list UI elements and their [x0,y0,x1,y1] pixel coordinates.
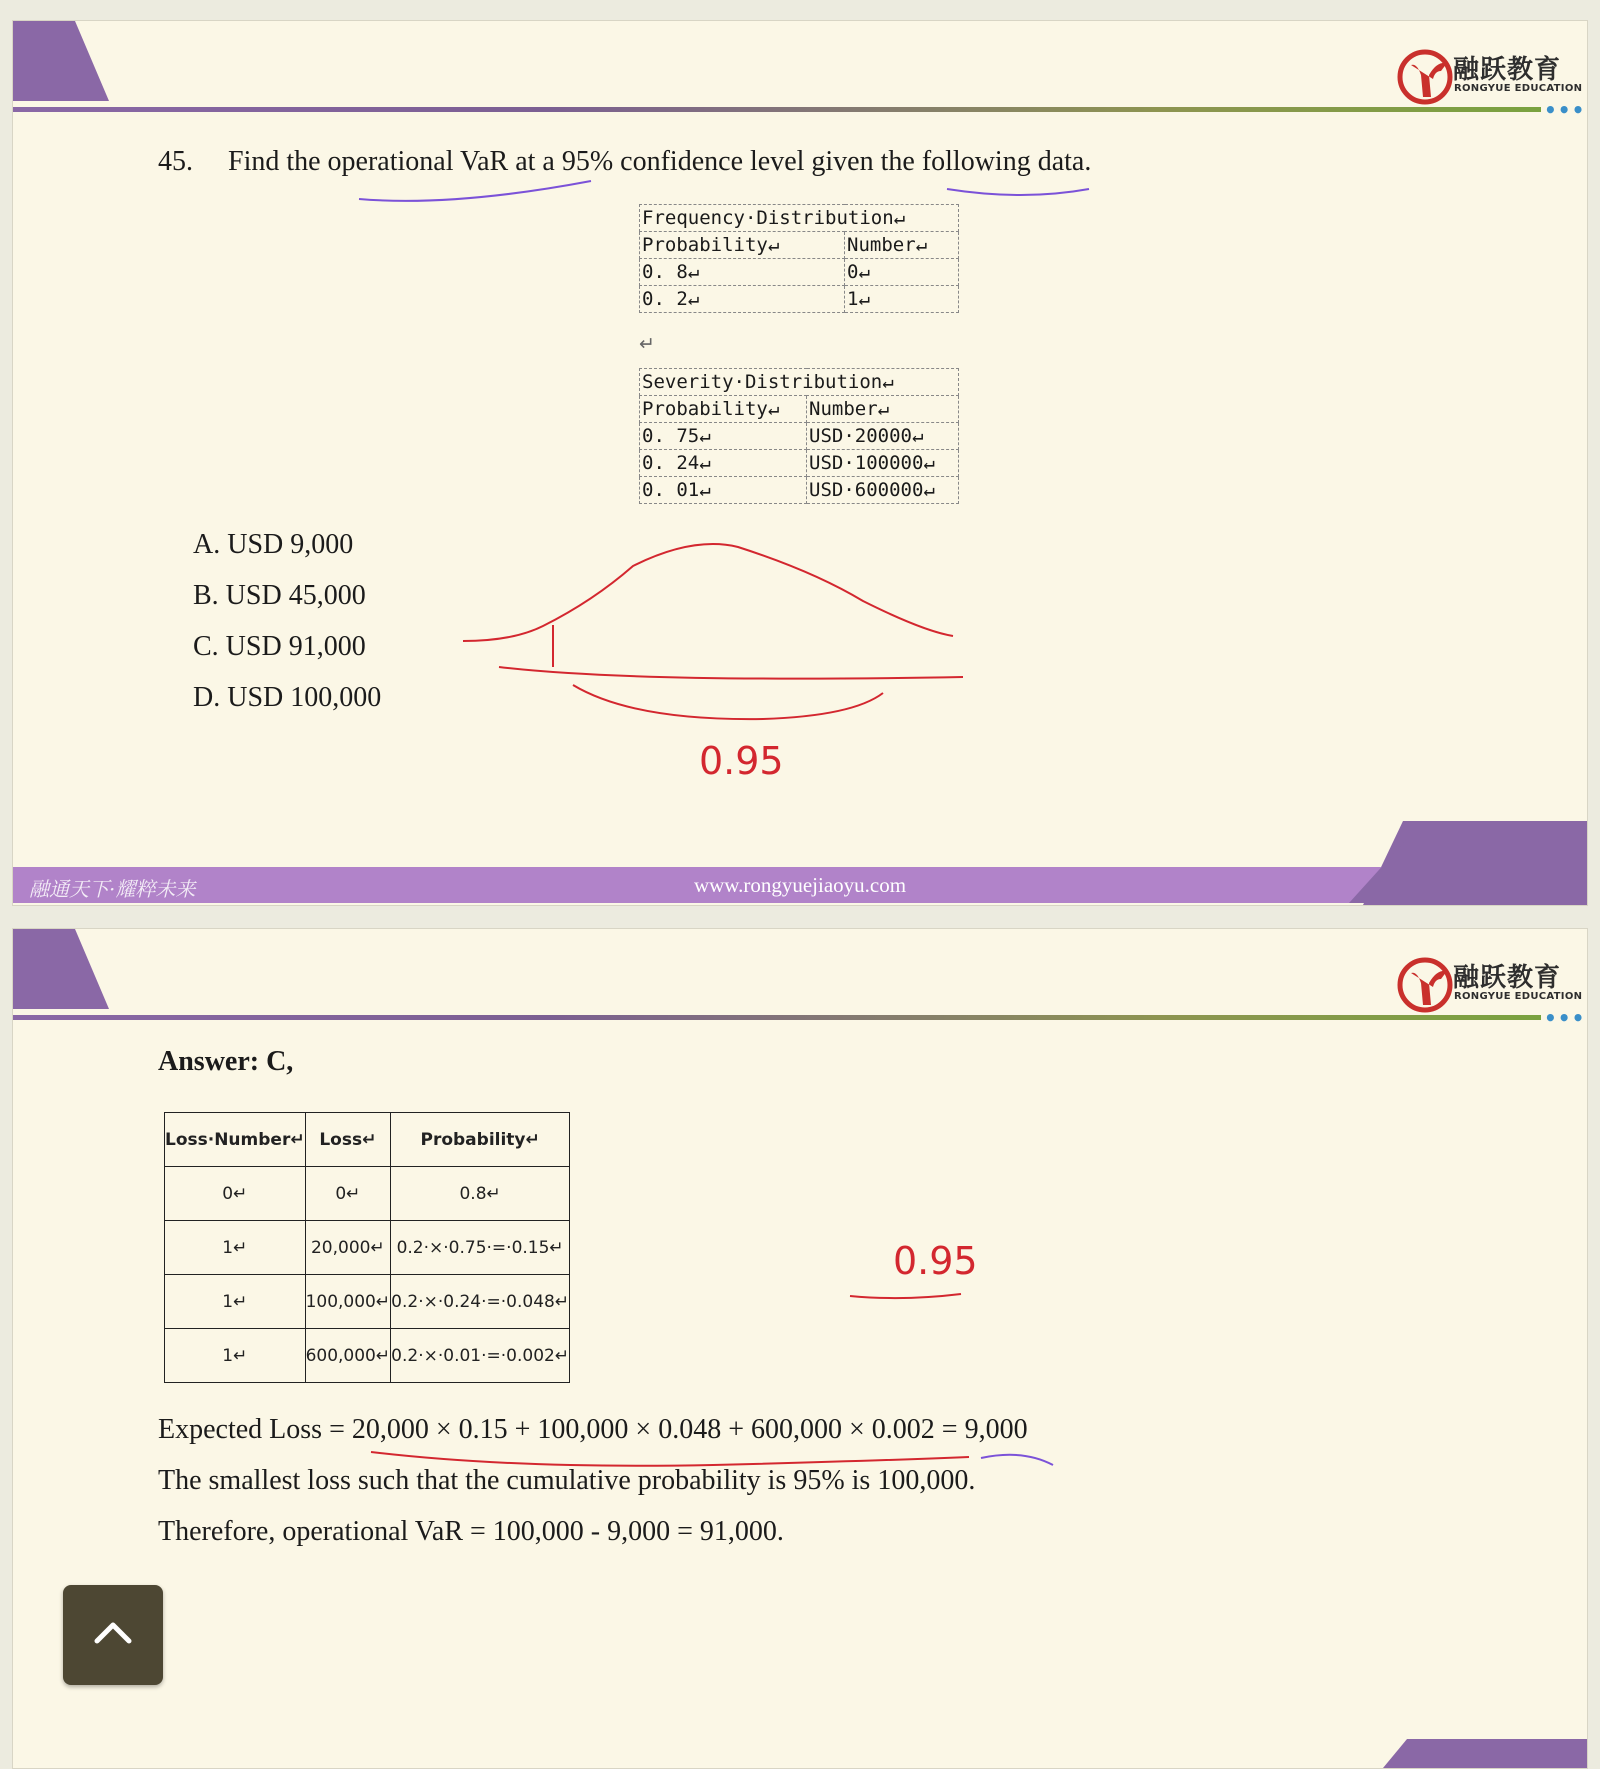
table-cell: 1↵ [165,1221,306,1275]
option-b: B. USD 45,000 [193,580,366,611]
table-cell: 20,000↵ [305,1221,391,1275]
handwritten-095: 0.95 [893,1239,978,1283]
loss-table [164,1112,570,1383]
footer-website: www.rongyuejiaoyu.com [693,873,907,897]
table-cell: 0↵ [165,1167,306,1221]
scroll-to-top-button[interactable] [63,1585,163,1685]
paragraph-mark: ↵ [639,334,655,355]
handwritten-095: 0.95 [699,739,784,783]
table-cell: 0. 8↵ [640,259,845,286]
underline-following [947,189,1089,195]
table-cell: 0. 01↵ [640,477,807,504]
smallest-loss-line: The smallest loss such that the cumulative probability is 95% is 100,000. [158,1465,976,1496]
frequency-header-number: Number↵ [845,232,959,259]
table-cell: 0↵ [305,1167,391,1221]
corner-decoration [13,21,113,111]
header-loss-number: Loss·Number↵ [165,1113,306,1167]
footer-corner [1349,839,1587,903]
brand-name-en: RONGYUE EDUCATION [1454,991,1583,1002]
table-cell: 0. 24↵ [640,450,807,477]
table-cell: 1↵ [165,1329,306,1383]
table-cell: 0↵ [845,259,959,286]
table-cell: 600,000↵ [305,1329,391,1383]
frequency-table-title: Frequency·Distribution↵ [640,205,959,232]
option-c: C. USD 91,000 [193,631,366,662]
table-cell: 1↵ [845,286,959,313]
dots-decoration: ••• [1544,1006,1586,1030]
underline-2 [850,1294,961,1298]
slide-question [12,20,1588,906]
table-cell: 1↵ [165,1275,306,1329]
brand-name-en: RONGYUE EDUCATION [1454,83,1583,94]
corner-decoration [13,929,113,1019]
brand-name-cn: 融跃教育 [1453,963,1562,993]
table-cell: 0.2·×·0.24·=·0.048↵ [391,1275,570,1329]
header-loss: Loss↵ [305,1113,391,1167]
question-number: 45. [158,146,193,177]
red-underline [371,1452,969,1466]
header-rule [13,107,1541,112]
question-body: Find the operational VaR at a 95% confidence level given the following data. [228,146,1092,177]
header-rule [13,1015,1541,1020]
header-probability: Probability↵ [391,1113,570,1167]
brand-name-cn: 融跃教育 [1453,55,1562,85]
severity-table [639,368,959,504]
chevron-up-icon [91,1617,135,1647]
severity-header-probability: Probability↵ [640,396,807,423]
answer-heading: Answer: C, [158,1046,294,1077]
table-cell: 0. 2↵ [640,286,845,313]
expected-loss-line: Expected Loss = 20,000 × 0.15 + 100,000 × 0.048 + 600,000 × 0.002 = 9,000 [158,1414,1028,1445]
distribution-curve [463,544,953,641]
frequency-header-probability: Probability↵ [640,232,845,259]
slide-answer [12,928,1588,1769]
corner-decoration-br [1383,1739,1587,1768]
question-text [158,146,1091,178]
table-cell: USD·600000↵ [807,477,959,504]
footer-signature: 融通天下·耀粹未来 [29,877,196,901]
underline-operational [359,181,591,201]
table-cell: 0.2·×·0.01·=·0.002↵ [391,1329,570,1383]
table-cell: USD·100000↵ [807,450,959,477]
table-cell: USD·20000↵ [807,423,959,450]
table-row [165,1329,570,1383]
brace [573,685,883,719]
frequency-table [639,204,959,313]
severity-header-number: Number↵ [807,396,959,423]
option-a: A. USD 9,000 [193,529,354,560]
table-row [165,1221,570,1275]
severity-table-title: Severity·Distribution↵ [640,369,959,396]
option-d: D. USD 100,000 [193,682,382,713]
table-cell: 0.8↵ [391,1167,570,1221]
table-row [165,1275,570,1329]
table-cell: 0. 75↵ [640,423,807,450]
purple-underline [981,1455,1053,1465]
axis-line [499,667,963,679]
table-cell: 0.2·×·0.75·=·0.15↵ [391,1221,570,1275]
table-cell: 100,000↵ [305,1275,391,1329]
dots-decoration: ••• [1544,98,1586,122]
var-result-line: Therefore, operational VaR = 100,000 - 9,000 = 91,000. [158,1516,784,1547]
table-row [165,1167,570,1221]
answer-options [193,529,381,733]
